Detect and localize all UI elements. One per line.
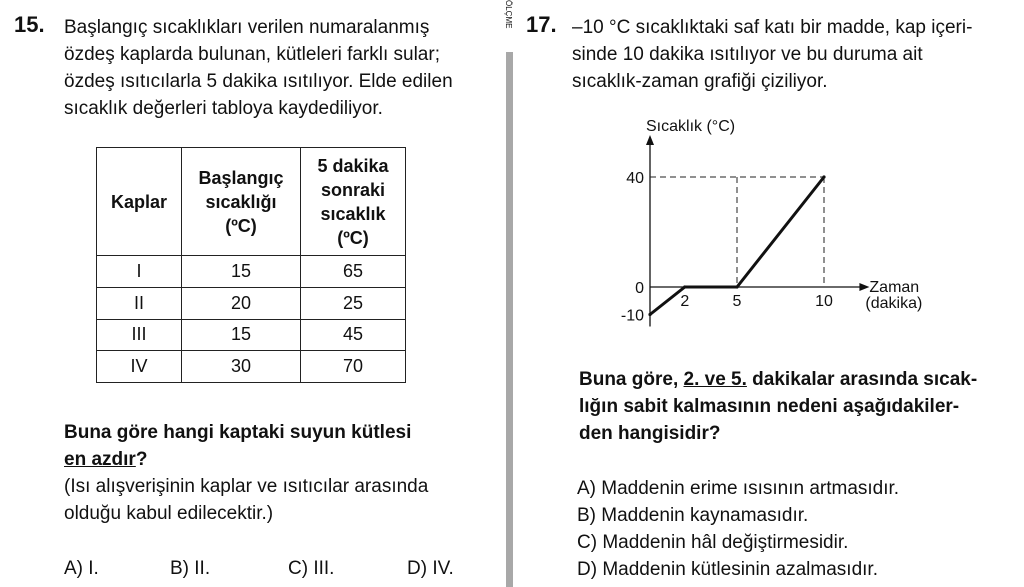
q15-choice-c[interactable]: C) III. — [288, 558, 335, 579]
q17-prompt-line: Buna göre, 2. ve 5. dakikalar arasında sıcak- — [579, 369, 978, 390]
q17-prompt-line: den hangisidir? — [579, 423, 721, 444]
q15-stem-line: Başlangıç sıcaklıkları verilen numaralanmış — [64, 17, 430, 38]
q15-note-line: (Isı alışverişinin kaplar ve ısıtıcılar arasında — [64, 476, 429, 497]
temperature-time-graph — [590, 100, 990, 340]
table-cell: IV — [97, 351, 182, 383]
q15-stem-line: özdeş ısıtıcılarla 5 dakika ısıtılıyor. Elde edilen — [64, 71, 453, 92]
q17-choice-b[interactable]: B) Maddenin kaynamasıdır. — [577, 505, 809, 526]
q17-stem-line: sinde 10 dakika ısıtılıyor ve bu duruma ait — [572, 44, 923, 65]
question-17-number: 17. — [526, 12, 557, 37]
question-17-choices — [577, 475, 899, 583]
q15-stem-line: sıcaklık değerleri tabloya kaydediliyor. — [64, 98, 383, 119]
y-axis-arrow — [646, 135, 654, 145]
question-15-prompt — [64, 419, 411, 473]
q15-stem-line: özdeş kaplarda bulunan, kütleleri farklı sular; — [64, 44, 440, 65]
temperature-table — [96, 147, 406, 383]
y-tick-label: 0 — [635, 280, 644, 297]
table-cell: 70 — [301, 351, 406, 383]
x-axis-label: (dakika) — [865, 295, 923, 312]
data-point — [683, 285, 686, 288]
table-cell: 20 — [182, 287, 301, 319]
question-15-stem — [64, 14, 453, 122]
q15-choice-a[interactable]: A) I. — [64, 558, 99, 579]
question-17-prompt — [579, 366, 977, 447]
table-cell: 45 — [301, 319, 406, 351]
x-tick-label: 5 — [732, 293, 742, 310]
x-tick-label: 10 — [815, 293, 833, 310]
question-15-number: 15. — [14, 12, 45, 37]
x-tick-label: 2 — [680, 293, 690, 310]
table-cell: II — [97, 287, 182, 319]
table-row — [97, 287, 406, 319]
table-cell: 15 — [182, 319, 301, 351]
q15-question-mark: ? — [135, 449, 148, 470]
x-axis-label: Zaman — [869, 279, 920, 296]
table-cell: 15 — [182, 256, 301, 288]
question-17-stem — [572, 14, 972, 95]
table-cell: 65 — [301, 256, 406, 288]
y-tick-label: -10 — [620, 307, 644, 325]
y-axis-label: Sıcaklık (°C) — [646, 118, 736, 135]
q17-stem-line: –10 °C sıcaklıktaki saf katı bir madde, kap içeri- — [572, 17, 973, 38]
column-divider — [506, 52, 513, 587]
q15-prompt-line — [64, 446, 411, 473]
table-cell: 25 — [301, 287, 406, 319]
q17-choice-a[interactable]: A) Maddenin erime ısısının artmasıdır. — [577, 478, 900, 499]
question-15-note — [64, 473, 428, 527]
table-cell: 30 — [182, 351, 301, 383]
table-header-row — [97, 148, 406, 256]
q15-choice-b[interactable]: B) II. — [170, 558, 211, 579]
q17-prompt-line: lığın sabit kalmasının nedeni aşağıdakiler- — [579, 396, 960, 417]
q17-underlined: 2. ve 5. — [683, 369, 747, 390]
table-row — [97, 256, 406, 288]
q17-stem-line: sıcaklık-zaman grafiği çiziliyor. — [572, 71, 828, 92]
q17-choice-d[interactable]: D) Maddenin kütlesinin azalmasıdır. — [577, 559, 878, 580]
table-row — [97, 319, 406, 351]
data-point — [822, 175, 825, 178]
table-row — [97, 351, 406, 383]
q15-note-line: olduğu kabul edilecektir.) — [64, 503, 274, 524]
x-axis-arrow — [859, 283, 869, 291]
data-point — [735, 285, 738, 288]
table-cell: I — [97, 256, 182, 288]
data-point — [648, 313, 651, 316]
q15-underlined: en azdır — [64, 449, 136, 470]
q15-choice-d[interactable]: D) IV. — [407, 558, 454, 579]
q15-prompt-line: Buna göre hangi kaptaki suyun kütlesi — [64, 422, 412, 443]
header-final-temp: 5 dakika sonraki sıcaklık (ºC) — [301, 148, 406, 256]
y-tick-label: 40 — [626, 170, 644, 187]
header-initial-temp: Başlangıç sıcaklığı (ºC) — [182, 148, 301, 256]
table-cell: III — [97, 319, 182, 351]
side-tag: ÖLÇME — [504, 0, 513, 29]
q17-choice-c[interactable]: C) Maddenin hâl değiştirmesidir. — [577, 532, 849, 553]
header-kaplar: Kaplar — [97, 148, 182, 256]
